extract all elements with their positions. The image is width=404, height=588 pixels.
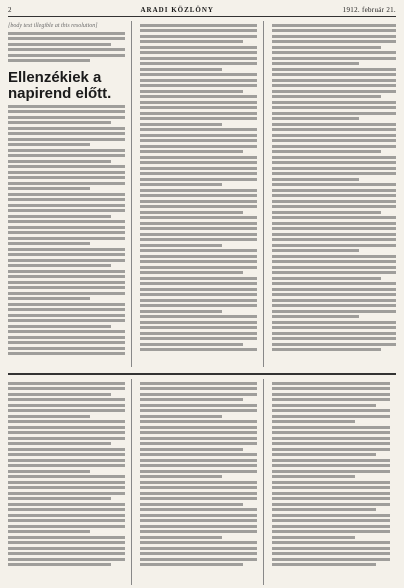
section-divider [8, 373, 396, 375]
issue-date: 1912. február 21. [342, 6, 396, 14]
lower-columns [8, 379, 396, 585]
upper-columns [8, 21, 396, 367]
text-block [8, 382, 125, 567]
text-block [8, 105, 125, 356]
lower-column-middle [140, 379, 264, 585]
text-block [140, 382, 257, 567]
column-right [272, 21, 396, 367]
masthead [8, 6, 396, 17]
text-block [272, 382, 390, 567]
lower-column-left [8, 379, 132, 585]
paper-title: ARADI KÖZLÖNY [140, 6, 214, 14]
illegible-note: [body text illegible at this resolution] [8, 23, 98, 29]
lower-column-right [272, 379, 396, 585]
article-headline: Ellenzékiek a napirend előtt. [8, 69, 112, 102]
column-middle [140, 21, 264, 367]
text-block [140, 24, 257, 352]
page-number: 2 [8, 6, 12, 14]
text-block [8, 32, 125, 63]
column-left [8, 21, 132, 367]
text-block [272, 24, 396, 352]
